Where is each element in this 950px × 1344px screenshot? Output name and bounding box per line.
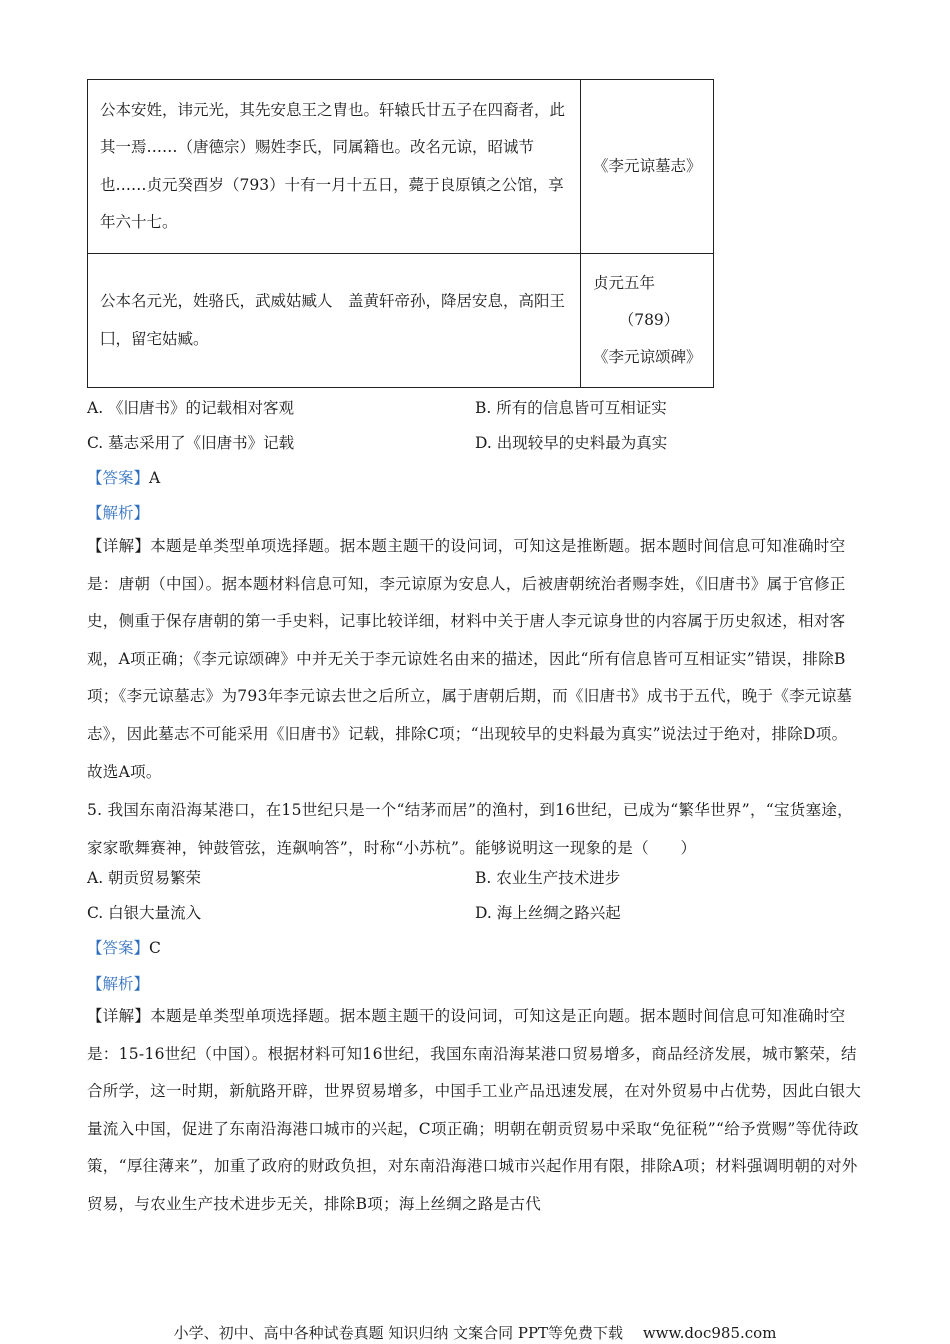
detail-tag: 【详解】: [87, 1007, 151, 1025]
q4-analysis-tag: 【解析】: [87, 504, 150, 522]
source-year: （789）: [618, 311, 680, 329]
q5-option-d: D. 海上丝绸之路兴起: [475, 904, 621, 922]
table-cell-text: 公本安姓，讳元光，其先安息王之胄也。轩辕氏廿五子在四裔者，此其一焉……（唐德宗）赐姓李氏，同属籍也。改名元谅，昭诚节也……贞元癸酉岁（793）十有一月十五日，薨于良原镇之公馆，享年六十七。: [88, 80, 581, 254]
q5-detail: [87, 998, 862, 1224]
detail-tag: 【详解】: [87, 537, 151, 555]
source-title: 《李元谅颂碑》: [593, 348, 702, 366]
q5-option-b: B. 农业生产技术进步: [475, 869, 621, 887]
answer-value: A: [149, 469, 161, 487]
detail-text: 本题是单类型单项选择题。据本题主题干的设问词，可知这是推断题。据本题时间信息可知准确时空是：唐朝（中国）。据本题材料信息可知，李元谅原为安息人，后被唐朝统治者赐李姓，《旧唐书》属于官修正史，侧重于保存唐朝的第一手史料，记事比较详细，材料中关于唐人李元谅身世的内容属于历史叙述，相对客观，A项正确；《李元谅颂碑》中并无关于李元谅姓名由来的描述，因此“所有信息皆可互相证实”错误，排除B项；《李元谅墓志》为793年李元谅去世之后所立，属于唐朝后期，而《旧唐书》成书于五代，晚于《李元谅墓志》，因此墓志不可能采用《旧唐书》记载，排除C项；“出现较早的史料最为真实”说法过于绝对，排除D项。故选A项。: [87, 537, 853, 781]
table-cell-text: 公本名元光，姓骆氏，武威姑臧人 盖黄轩帝孙，降居安息，高阳王囗，留宅姑臧。: [88, 254, 581, 388]
table-row: [88, 254, 714, 388]
table-cell-source: [581, 254, 714, 388]
q4-option-d: D. 出现较早的史料最为真实: [475, 434, 668, 452]
answer-tag: 【答案】: [87, 939, 150, 957]
q5-option-c: C. 白银大量流入: [87, 904, 202, 922]
table-cell-source: [581, 80, 714, 254]
source-date: 贞元五年: [593, 274, 656, 292]
q5-answer: [87, 936, 161, 958]
answer-tag: 【答案】: [87, 469, 150, 487]
q4-option-b: B. 所有的信息皆可互相证实: [475, 399, 667, 417]
q5-stem: 5. 我国东南沿海某港口，在15世纪只是一个“结茅而居”的渔村，到16世纪，已成为“繁华世界”，“宝货塞途，家家歌舞赛神，钟鼓管弦，连飙响答”，时称“小苏杭”。能够说明这一现象的是（ ）: [87, 801, 853, 857]
answer-value: C: [149, 939, 161, 957]
detail-text: 本题是单类型单项选择题。据本题主题干的设问词，可知这是正向题。据本题时间信息可知准确时空是：15-16世纪（中国）。根据材料可知16世纪，我国东南沿海某港口贸易增多，商品经济发展，城市繁荣，结合所学，这一时期，新航路开辟，世界贸易增多，中国手工业产品迅速发展，在对外贸易中占优势，因此白银大量流入中国，促进了东南沿海港口城市的兴起，C项正确；明朝在朝贡贸易中采取“免征税”“给予赏赐”等优待政策，“厚往薄来”，加重了政府的财政负担，对东南沿海港口城市兴起作用有限，排除A项；材料强调明朝的对外贸易，与农业生产技术进步无关，排除B项；海上丝绸之路是古代: [87, 1007, 862, 1213]
source-title: 《李元谅墓志》: [593, 157, 702, 175]
source-table: [87, 79, 714, 388]
table-row: [88, 80, 714, 254]
q4-option-a: A. 《旧唐书》的记载相对客观: [87, 399, 295, 417]
q4-option-c: C. 墓志采用了《旧唐书》记载: [87, 434, 295, 452]
page-footer: 小学、初中、高中各种试卷真题 知识归纳 文案合同 PPT等免费下载 www.doc985.com: [173, 1324, 777, 1342]
q5-option-a: A. 朝贡贸易繁荣: [87, 869, 202, 887]
q4-answer: [87, 466, 160, 488]
q5-analysis-tag: 【解析】: [87, 975, 150, 993]
q4-detail: [87, 528, 862, 791]
